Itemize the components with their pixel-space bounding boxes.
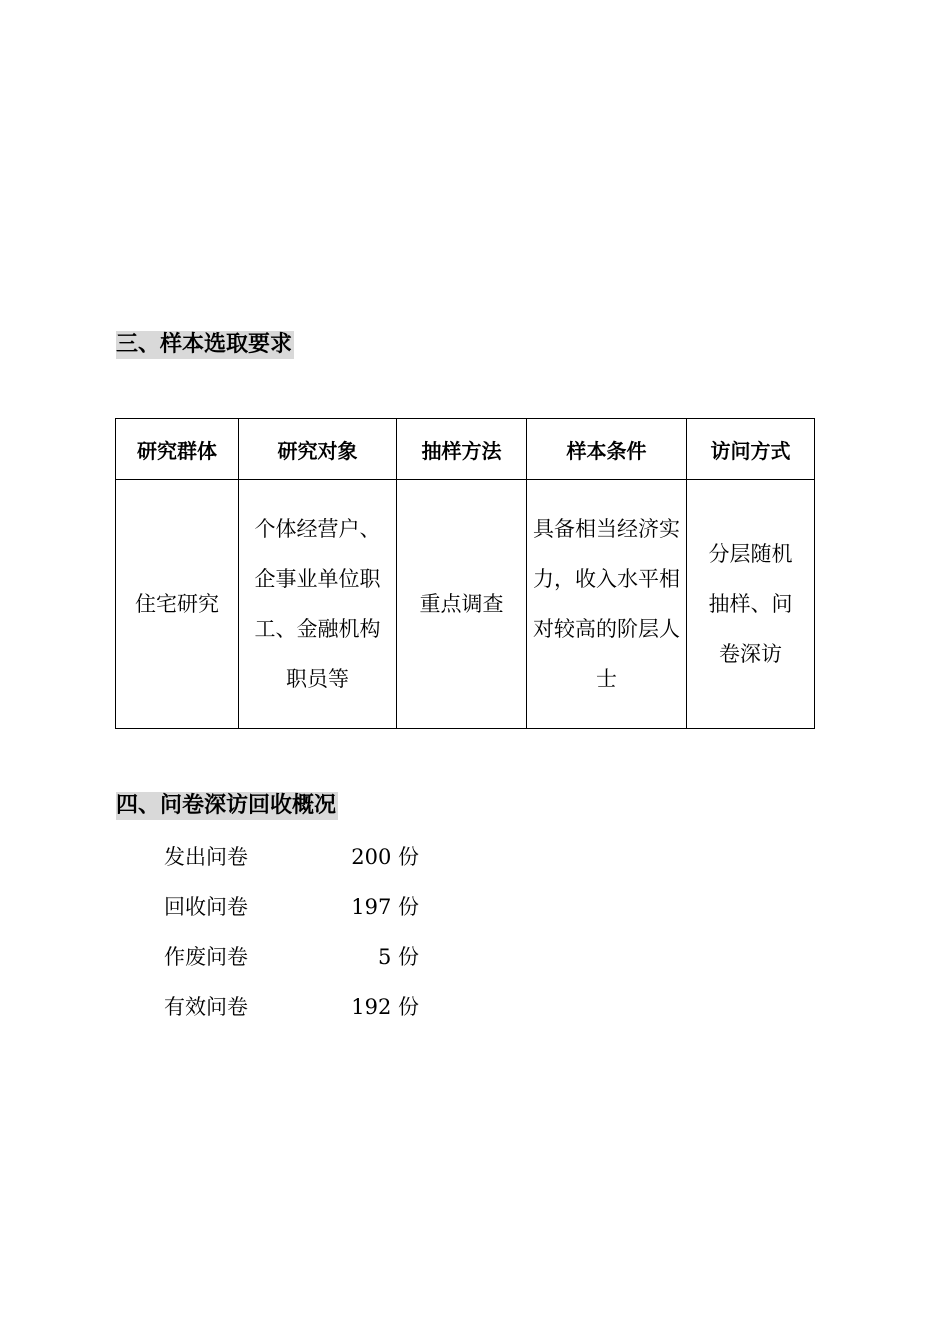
cell-research-subject-text: 个体经营户、企事业单位职工、金融机构职员等 [254,517,381,691]
header-sampling-method: 抽样方法 [397,419,527,480]
stat-value: 192 份 [351,995,419,1019]
cell-sampling-method [397,480,527,729]
stat-value: 197 份 [351,895,419,919]
header-research-subject: 研究对象 [239,419,397,480]
cell-research-group-text: 住宅研究 [135,592,219,616]
cell-sample-conditions-text: 具备相当经济实力，收入水平相对较高的阶层人士 [533,517,680,691]
sample-requirements-table [115,418,815,729]
table-row [116,480,815,729]
stat-value: 200 份 [351,845,419,869]
list-item [164,982,419,1032]
stat-label: 有效问卷 [164,995,248,1019]
cell-interview-method-text: 分层随机抽样、问卷深访 [708,542,793,666]
table-header-row [116,419,815,480]
list-item [164,832,419,882]
section-heading-questionnaire-recovery: 四、问卷深访回收概况 [116,793,337,818]
list-item [164,882,419,932]
section-heading-sample-selection: 三、样本选取要求 [116,332,293,357]
stat-value: 5 份 [377,945,419,969]
stat-label: 发出问卷 [164,845,248,869]
questionnaire-stats-list [164,832,419,1032]
cell-interview-method [687,480,815,729]
cell-sampling-method-text: 重点调查 [419,592,504,616]
header-interview-method: 访问方式 [687,419,815,480]
list-item [164,932,419,982]
stat-label: 回收问卷 [164,895,248,919]
cell-research-subject [239,480,397,729]
stat-label: 作废问卷 [164,945,248,969]
cell-sample-conditions [527,480,687,729]
header-sample-conditions: 样本条件 [527,419,687,480]
header-research-group: 研究群体 [116,419,239,480]
cell-research-group [116,480,239,729]
